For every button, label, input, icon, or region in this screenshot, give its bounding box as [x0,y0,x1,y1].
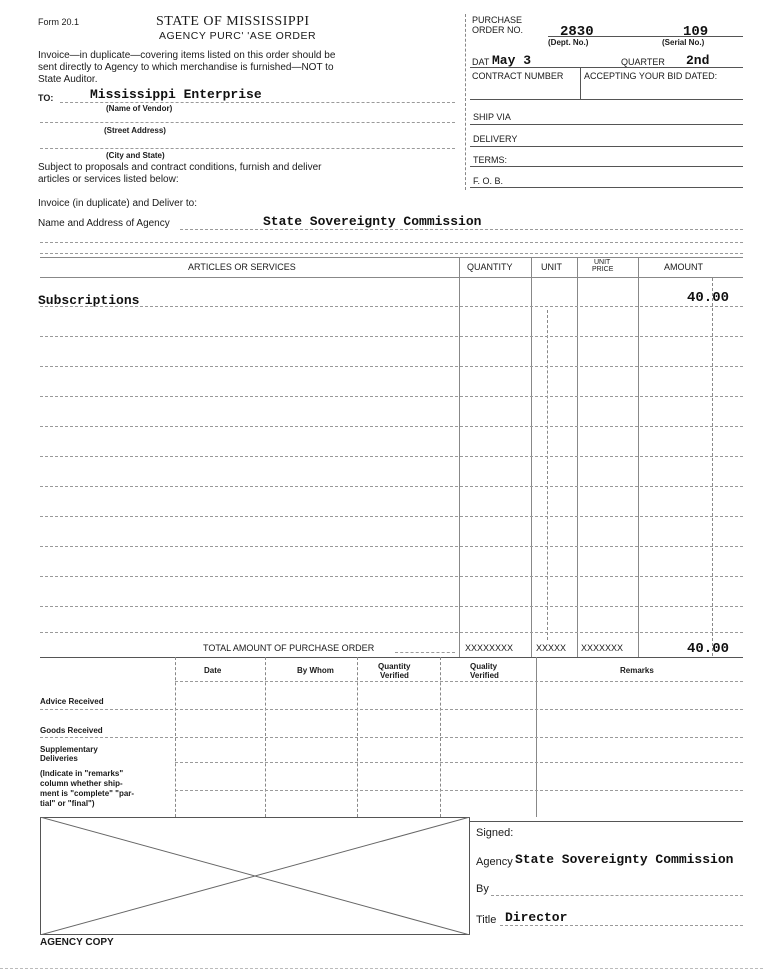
col-unit-price-1: UNIT [594,259,611,266]
remarks-note-4: tial" or "final") [40,799,95,808]
contract-number-label: CONTRACT NUMBER [472,71,564,81]
order-no-label: ORDER NO. [472,25,524,35]
agency-name: State Sovereignty Commission [263,214,482,229]
state-title: STATE OF MISSISSIPPI [156,14,310,29]
vendor-name-label: (Name of Vendor) [106,104,173,113]
agency-copy-label: AGENCY COPY [40,937,114,948]
order-date: May 3 [492,53,532,68]
invoice-instructions-line-3: State Auditor. [38,74,98,85]
fob-label: F. O. B. [473,176,504,186]
col-quality-verified-1: Quality [470,662,498,671]
supplementary-label-2: Deliveries [40,754,78,763]
form-title: AGENCY PURC' 'ASE ORDER [159,30,317,42]
goods-received-label: Goods Received [40,726,103,735]
city-state-label: (City and State) [106,151,165,160]
total-label: TOTAL AMOUNT OF PURCHASE ORDER [203,643,375,653]
col-date: Date [204,666,222,675]
invoice-instructions-line-1: Invoice—in duplicate—covering items listed on this order should be [38,50,336,61]
quarter-label: QUARTER [621,57,665,67]
date-label: DAT [472,57,490,67]
serial-no-label: (Serial No.) [662,38,705,47]
total-amount: 40.00 [687,641,730,657]
invoice-deliver-label: Invoice (in duplicate) and Deliver to: [38,198,197,209]
delivery-label: DELIVERY [473,134,518,144]
purchase-label: PURCHASE [472,15,523,25]
total-price-fill: XXXXXXX [581,643,624,653]
street-address-label: (Street Address) [104,126,166,135]
subject-line-2: articles or services listed below: [38,174,179,185]
remarks-note-2: column whether ship- [40,779,123,788]
col-quantity: QUANTITY [467,262,513,272]
signed-label: Signed: [476,827,514,839]
sig-agency-name: State Sovereignty Commission [515,852,734,867]
form-number: Form 20.1 [38,17,80,27]
col-quantity-verified-1: Quantity [378,662,411,671]
advice-received-label: Advice Received [40,697,104,706]
item-article: Subscriptions [38,293,140,308]
remarks-note-1: (Indicate in "remarks" [40,769,124,778]
col-quantity-verified-2: Verified [380,671,409,680]
total-unit-fill: XXXXX [536,643,567,653]
quarter-value: 2nd [686,53,710,68]
by-label: By [476,883,489,895]
vendor-name: Mississippi Enterprise [90,87,262,102]
supplementary-label-1: Supplementary [40,745,98,754]
title-label: Title [476,914,497,926]
ship-via-label: SHIP VIA [473,112,511,122]
invoice-instructions-line-2: sent directly to Agency to which merchandise is furnished—NOT to [38,62,334,73]
sig-agency-label: Agency [476,856,513,868]
accepting-bid-label: ACCEPTING YOUR BID DATED: [584,71,718,81]
col-by-whom: By Whom [297,666,334,675]
dept-no-label: (Dept. No.) [548,38,589,47]
header-divider [465,14,466,190]
to-label: TO: [38,93,54,103]
serial-no: 109 [683,24,709,40]
subject-line-1: Subject to proposals and contract conditions, furnish and deliver [38,162,322,173]
agency-name-address-label: Name and Address of Agency [38,218,170,229]
sig-title: Director [505,910,568,925]
item-amount: 40.00 [687,290,730,306]
terms-label: TERMS: [473,155,508,165]
col-remarks: Remarks [620,666,654,675]
col-quality-verified-2: Verified [470,671,499,680]
col-articles: ARTICLES OR SERVICES [188,262,296,272]
dept-no: 2830 [560,24,594,40]
col-unit-price-2: PRICE [592,266,614,273]
total-quantity-fill: XXXXXXXX [465,643,514,653]
col-unit: UNIT [541,262,562,272]
void-x-box [40,817,470,935]
remarks-note-3: ment is "complete" "par- [40,789,135,798]
col-amount: AMOUNT [664,262,703,272]
